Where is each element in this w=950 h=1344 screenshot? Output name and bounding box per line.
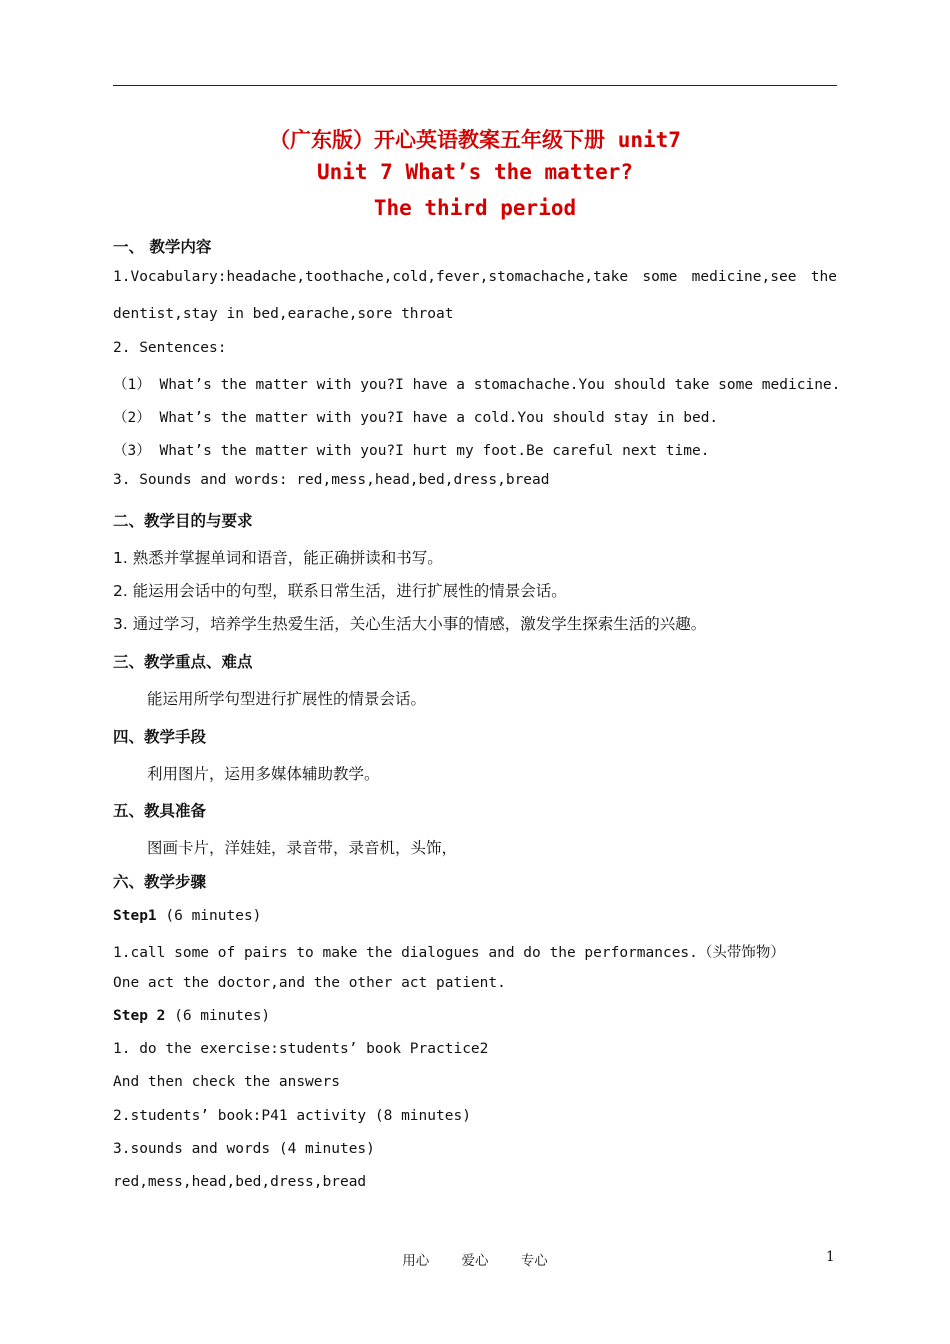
footer-word: 爱心	[461, 1253, 489, 1269]
step2-item: 1. do the exercise:students’ book Practice2	[113, 1041, 489, 1057]
goal-item: 3. 通过学习，培养学生热爱生活，关心生活大小事的情感，激发学生探索生活的兴趣。	[113, 615, 707, 633]
step1-item: One act the doctor,and the other act patient.	[113, 975, 506, 991]
sentence-item: （3） What’s the matter with you?I hurt my foot.Be careful next time.	[113, 443, 710, 459]
focus-text: 能运用所学句型进行扩展性的情景会话。	[147, 690, 427, 708]
page-number: 1	[826, 1249, 835, 1265]
period-title: The third period	[373, 196, 577, 220]
unit-title: Unit 7 What’s the matter?	[316, 160, 634, 184]
step1-item: 1.call some of pairs to make the dialogues and do the performances.（头带饰物）	[113, 945, 785, 961]
step1-label: Step1	[113, 908, 157, 924]
vocab-part: 1.Vocabulary:headache,toothache,cold,fever,stomachache,take	[113, 269, 629, 285]
sentences-label: 2. Sentences:	[113, 340, 227, 356]
doc-title: （广东版）开心英语教案五年级下册 unit7	[269, 128, 681, 152]
section-heading-materials: 五、教具准备	[113, 802, 207, 820]
header-rule	[113, 85, 837, 86]
vocabulary-line-2: dentist,stay in bed,earache,sore throat	[113, 306, 454, 322]
section-heading-goals: 二、教学目的与要求	[113, 512, 253, 530]
sounds-words-line: 3. Sounds and words: red,mess,head,bed,dress,bread	[113, 472, 550, 488]
step1-line	[113, 908, 261, 924]
footer-word: 用心	[402, 1253, 430, 1269]
vocab-part: medicine,see	[691, 269, 797, 285]
step2-time: (6 minutes)	[165, 1008, 271, 1024]
step2-item: red,mess,head,bed,dress,bread	[113, 1174, 367, 1190]
section-heading-methods: 四、教学手段	[113, 728, 207, 746]
step2-item: 2.students’ book:P41 activity (8 minutes)	[113, 1108, 471, 1124]
vocab-part: the	[810, 269, 837, 285]
step2-item: 3.sounds and words (4 minutes)	[113, 1141, 375, 1157]
materials-text: 图画卡片，洋娃娃，录音带，录音机，头饰，	[147, 839, 458, 857]
step2-label: Step 2	[113, 1008, 166, 1024]
section-heading-content: 一、 教学内容	[113, 238, 212, 256]
methods-text: 利用图片，运用多媒体辅助教学。	[147, 765, 380, 783]
section-heading-steps: 六、教学步骤	[113, 873, 207, 891]
goal-item: 2. 能运用会话中的句型，联系日常生活，进行扩展性的情景会话。	[113, 582, 567, 600]
goal-item: 1. 熟悉并掌握单词和语音，能正确拼读和书写。	[113, 549, 443, 567]
step2-item: And then check the answers	[113, 1074, 340, 1090]
sentence-item: （1） What’s the matter with you?I have a stomachache.You should take some medicine.	[113, 377, 841, 393]
page-footer	[0, 1249, 950, 1269]
sentence-item: （2） What’s the matter with you?I have a cold.You should stay in bed.	[113, 410, 719, 426]
vocab-part: some	[642, 269, 678, 285]
footer-word: 专心	[520, 1253, 548, 1269]
vocabulary-line	[113, 269, 837, 285]
step1-time: (6 minutes)	[156, 908, 262, 924]
section-heading-focus: 三、教学重点、难点	[113, 653, 253, 671]
step2-line	[113, 1008, 270, 1024]
